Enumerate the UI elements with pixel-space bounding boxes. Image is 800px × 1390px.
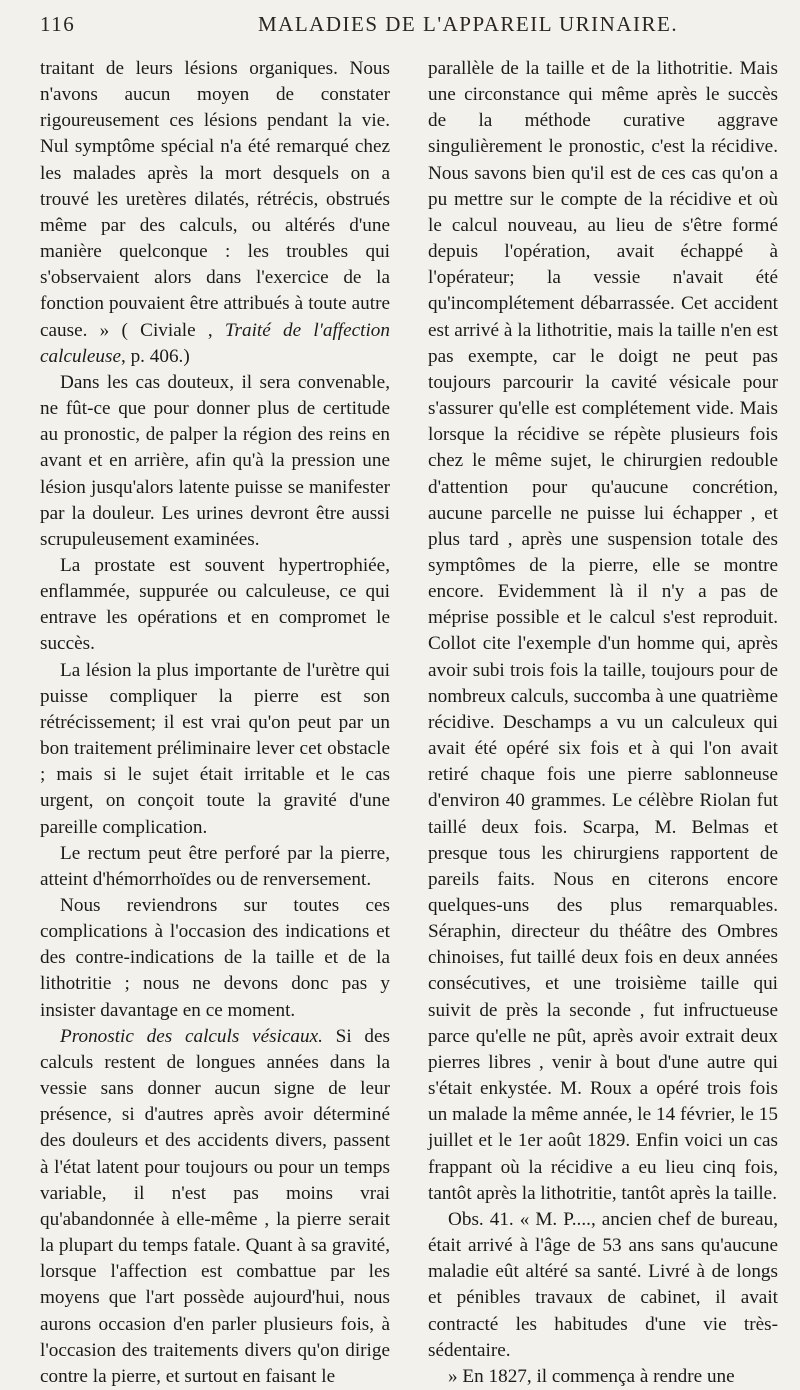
paragraph: traitant de leurs lésions organiques. Nous n'avons aucun moyen de constater rigoureusement ces lésions pendant la vie. Nul symptôme spécial n'a été remarqué chez les malades après la mort desquels on a trouvé les uretères dilatés, rétrécis, obstrués même par des calculs, ou altérés d'une manière quelconque : les troubles qui s'observaient alors dans l'exercice de la fonction pouvaient être attribués à toute autre cause. » ( Civiale , Traité de l'affection calculeuse, p. 406.) (40, 58, 390, 367)
paragraph: La lésion la plus importante de l'urètre qui puisse compliquer la pierre est son rétrécissement; il est vrai qu'on peut par un bon traitement préliminaire lever cet obstacle ; mais si le sujet était irritable et le cas urgent, on conçoit toute la gravité d'une pareille complication. (40, 659, 390, 838)
page-number: 116 (40, 12, 76, 36)
paragraph: Nous reviendrons sur toutes ces complications à l'occasion des indications et des contre-indications de la taille et de la lithotritie ; nous ne devons donc pas y insister davantage en ce moment. (40, 895, 390, 1021)
right-column (428, 56, 778, 1390)
paragraph: Pronostic des calculs vésicaux. Si des calculs restent de longues années dans la vessie sans donner aucun signe de leur présence, si d'autres après avoir déterminé des douleurs et des accidents divers, passent à l'état latent pour toujours ou pour un temps variable, il n'est pas moins vrai qu'abandonnée à elle-même , la pierre serait la plupart du temps fatale. Quant à sa gravité, lorsque l'affection est combattue par les moyens que l'art possède aujourd'hui, nous aurons occasion d'en parler plusieurs fois, à l'occasion des traitements divers qu'on dirige contre la pierre, et surtout en faisant le (40, 1025, 390, 1387)
paragraph: La prostate est souvent hypertrophiée, enflammée, suppurée ou calculeuse, ce qui entrave les opérations et en compromet le succès. (40, 554, 390, 655)
paragraph: » En 1827, il commença à rendre une (448, 1365, 735, 1387)
running-head (40, 12, 780, 48)
paragraph: Dans les cas douteux, il sera convenable, ne fût-ce que pour donner plus de certitude au pronostic, de palper la région des reins en avant et en arrière, afin qu'à la pression une lésion jusqu'alors latente puisse se manifester par la douleur. Les urines devront être aussi scrupuleusement examinées. (40, 371, 390, 550)
paragraph: Le rectum peut être perforé par la pierre, atteint d'hémorrhoïdes ou de renversement. (40, 842, 390, 890)
section-heading: Pronostic des calculs vésicaux. (60, 1025, 323, 1047)
paragraph: Obs. 41. « M. P...., ancien chef de bureau, était arrivé à l'âge de 53 ans sans qu'aucune maladie eût altéré sa santé. Livré à de longs et pénibles travaux de cabinet, il avait contracté les habitudes d'une vie très-sédentaire. (428, 1208, 778, 1361)
left-column (40, 56, 390, 1390)
paragraph: parallèle de la taille et de la lithotritie. Mais une circonstance qui même après le succès de la méthode curative aggrave singulièrement le pronostic, c'est la récidive. Nous savons bien qu'il est de ces cas qu'on a pu mettre sur le compte de la récidive et où le calcul nouveau, au lieu de s'être formé depuis l'opération, avait échappé à l'opérateur; la vessie n'avait été qu'incomplétement débarrassée. Cet accident est arrivé à la lithotritie, mais la taille n'en est pas exempte, car le doigt ne peut pas toujours parcourir la cavité vésicale pour s'assurer qu'elle est complétement vide. Mais lorsque la récidive se répète plusieurs fois chez le même sujet, le chirurgien redouble d'attention pour qu'aucune concrétion, aucune parcelle ne puisse lui échapper , et plus tard , après une suspension totale des symptômes de la pierre, elle se montre encore. Evidemment là il n'y a pas de méprise possible et le calcul s'est reproduit. Collot cite l'exemple d'un homme qui, après avoir subi trois fois la taille, toujours pour de nombreux calculs, succomba à une quatrième récidive. Deschamps a vu un calculeux qui avait été opéré six fois et à qui l'on avait retiré chaque fois une pierre sablonneuse d'environ 40 grammes. Le célèbre Riolan fut taillé deux fois. Scarpa, M. Belmas et presque tous les chirurgiens rapportent de pareils faits. Nous en citerons encore quelques-uns des plus remarquables. Séraphin, directeur du théâtre des Ombres chinoises, fut taillé deux fois en deux années consécutives, et une troisième taille qui suivit de près la seconde , fut infructueuse parce qu'elle ne pût, après avoir extrait deux pierres libres , venir à bout d'une autre qui s'était enkystée. M. Roux a opéré trois fois un malade la même année, le 14 février, le 15 juillet et le 1er août 1829. Enfin voici un cas frappant où la récidive a eu lieu cinq fois, tantôt après la lithotritie, tantôt après la taille. (428, 58, 778, 1204)
running-title: MALADIES DE L'APPAREIL URINAIRE. (258, 12, 679, 36)
